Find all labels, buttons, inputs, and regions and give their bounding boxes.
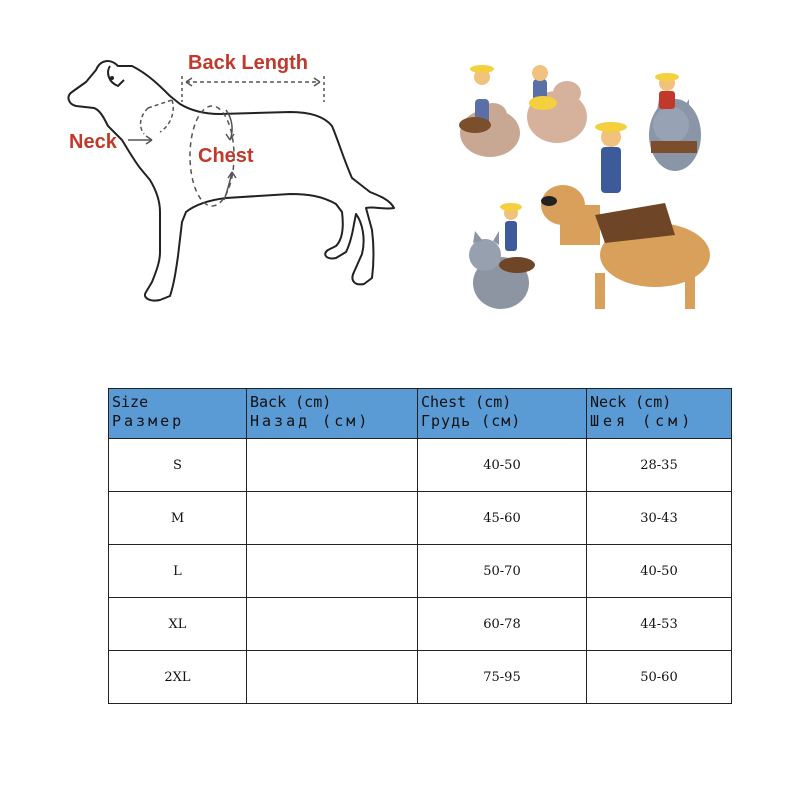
header-neck-en: Neck (cm) xyxy=(590,393,672,411)
cell-neck: 50-60 xyxy=(587,651,732,704)
cell-neck: 30-43 xyxy=(587,492,732,545)
cell-chest: 45-60 xyxy=(418,492,587,545)
header-size xyxy=(109,389,247,439)
cell-chest: 40-50 xyxy=(418,439,587,492)
cell-neck: 40-50 xyxy=(587,545,732,598)
cell-size: XL xyxy=(109,598,247,651)
cat-cowboy-photo xyxy=(649,73,701,171)
header-size-ru: Размер xyxy=(112,412,185,430)
header-back-en: Back (cm) xyxy=(250,393,332,411)
chest-label: Chest xyxy=(198,145,254,167)
header-neck-ru: Шея (см) xyxy=(590,412,695,430)
cell-back xyxy=(247,492,418,545)
cell-back xyxy=(247,598,418,651)
header-back xyxy=(247,389,418,439)
cat-cowboy-photo-2 xyxy=(469,203,535,309)
header-size-en: Size xyxy=(112,393,149,411)
cell-neck: 28-35 xyxy=(587,439,732,492)
size-chart-table xyxy=(108,388,732,704)
cell-back xyxy=(247,545,418,598)
header-chest-ru: Грудь (см) xyxy=(421,412,522,430)
table-row xyxy=(109,439,732,492)
cell-back xyxy=(247,439,418,492)
cell-size: L xyxy=(109,545,247,598)
cell-chest: 50-70 xyxy=(418,545,587,598)
cell-chest: 75-95 xyxy=(418,651,587,704)
cell-size: S xyxy=(109,439,247,492)
table-header-row xyxy=(109,389,732,439)
product-photos xyxy=(445,55,735,330)
cell-chest: 60-78 xyxy=(418,598,587,651)
header-chest xyxy=(418,389,587,439)
table-row xyxy=(109,651,732,704)
header-chest-en: Chest (cm) xyxy=(421,393,512,411)
cell-size: 2XL xyxy=(109,651,247,704)
table-row xyxy=(109,598,732,651)
back-length-label: Back Length xyxy=(188,52,309,74)
measurement-diagram xyxy=(0,0,430,340)
cell-back xyxy=(247,651,418,704)
table-row xyxy=(109,492,732,545)
neck-label: Neck xyxy=(69,131,117,153)
dog-outline-icon xyxy=(0,0,430,340)
poodle-cowboy-photo xyxy=(459,65,587,157)
table-row xyxy=(109,545,732,598)
cell-neck: 44-53 xyxy=(587,598,732,651)
header-back-ru: Назад (см) xyxy=(250,412,371,430)
cell-size: M xyxy=(109,492,247,545)
header-neck xyxy=(587,389,732,439)
